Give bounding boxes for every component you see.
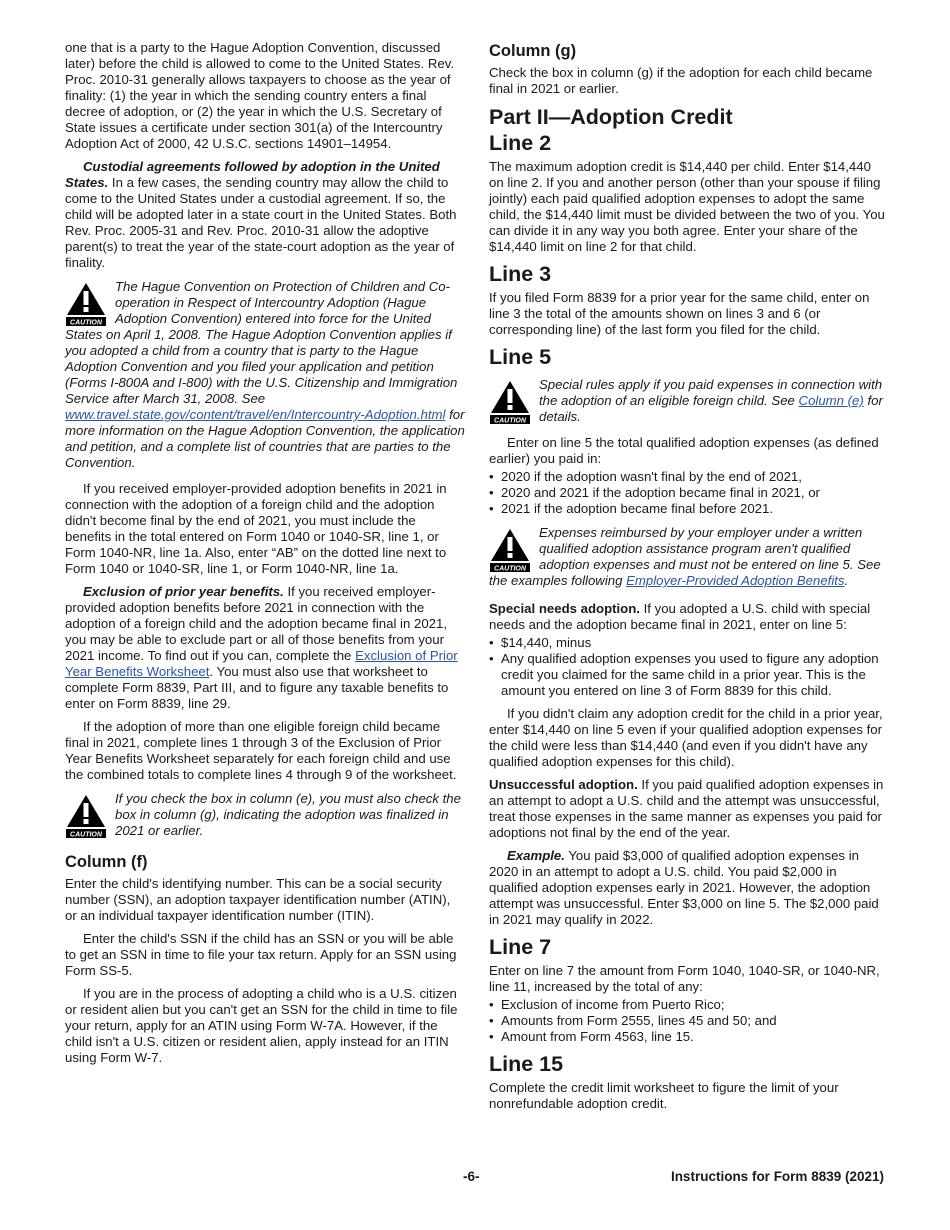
column-f-paragraph-2: Enter the child's SSN if the child has an SSN or you will be able to get an SSN in time to file your tax return. Apply for an SSN using Form SS-5. xyxy=(65,931,457,978)
right-column xyxy=(489,40,887,1119)
caution-icon xyxy=(489,527,531,573)
caution-icon xyxy=(65,281,107,327)
line-5-paragraph: Enter on line 5 the total qualified adoption expenses (as defined earlier) you paid in: xyxy=(489,435,879,466)
exclusion-tail: . You must also use that worksheet to complete Form 8839, Part III, and to figure any taxable benefits to enter on Form 8839, line 29. xyxy=(65,664,449,711)
caution-foreign-child-text: Special rules apply if you paid expenses in connection with the adoption of an eligible foreign child. See xyxy=(539,377,883,408)
list-item: • Any qualified adoption expenses you used to figure any adoption credit you claimed for the same child in a prior year. This is the amount you entered on line 3 of Form 8839 for this child. xyxy=(489,651,887,699)
column-e-link[interactable]: Column (e) xyxy=(798,393,864,408)
line-7-paragraph: Enter on line 7 the amount from Form 1040, 1040-SR, or 1040-NR, line 11, increased by the total of any: xyxy=(489,963,880,994)
list-item: • 2020 and 2021 if the adoption became final in 2021, or xyxy=(489,485,887,501)
line-7-heading: Line 7 xyxy=(489,935,552,959)
list-item: • Amounts from Form 2555, lines 45 and 50; and xyxy=(489,1013,887,1029)
paragraph-example xyxy=(489,848,887,928)
paragraph-unsuccessful xyxy=(489,777,887,841)
list-item: • $14,440, minus xyxy=(489,635,887,651)
caution-employer-text: Expenses reimbursed by your employer under a written qualified adoption assistance program aren't qualified adoption expenses and must not be entered on line 5. See the examples following xyxy=(489,525,881,588)
page-number: -6- xyxy=(463,1169,480,1184)
caution-hague xyxy=(65,279,465,471)
column-f-paragraph-1: Enter the child's identifying number. This can be a social security number (SSN), an adoption taxpayer identification number (ATIN), or an individual taxpayer identification number (ITIN). xyxy=(65,876,451,923)
caution-hague-tail: for more information on the Hague Adoption Convention, the application and petition, and a complete list of countries that are parties to the Convention. xyxy=(65,407,465,470)
left-column xyxy=(65,40,465,1073)
custodial-body: In a few cases, the sending country may allow the child to come to the United States under a custodial agreement. If so, the child will be adopted later in a state court in the United States. Both Rev. Proc. 2005-31 and Rev. Proc. 2010-31 allow the adoptive parent(s) to treat the year of the state-court adoption as the year of finality. xyxy=(65,175,457,270)
example-heading: Example. xyxy=(507,848,565,863)
exclusion-worksheet-link[interactable]: Exclusion of Prior Year Benefits Worksheet xyxy=(65,648,458,679)
caution-icon xyxy=(489,379,531,425)
line-5-list xyxy=(489,469,887,517)
svg-text:CAUTION: CAUTION xyxy=(70,831,102,839)
caution-employer-reimbursed xyxy=(489,525,887,589)
unsuccessful-body: If you paid qualified adoption expenses in an attempt to adopt a U.S. child and the attempt was unsuccessful, treat those expenses in the same manner as expenses you paid for adoptions not final by the end of the year. xyxy=(489,777,884,840)
footer-title: Instructions for Form 8839 (2021) xyxy=(670,1169,884,1184)
exclusion-body: If you received employer-provided adoption benefits before 2021 in connection with the adoption of a foreign child and the adoption became final in 2021, you may be able to exclude part or all of those benefits from your 2021 income. To find out if you can, complete the xyxy=(65,584,447,663)
list-item: • 2020 if the adoption wasn't final by the end of 2021, xyxy=(489,469,887,485)
paragraph-finality: one that is a party to the Hague Adoption Convention, discussed later) before the child is allowed to come to the United States. Rev. Proc. 2010-31 generally allows taxpayers to choose as the year of finality: (1) the year in which the sending country enters a final decree of adoption, or (2) the year in which the U.S. Secretary of State issues a certificate under section 301(a) of the Intercountry Adoption Act of 2000, 42 U.S.C. sections 14901–14954. xyxy=(65,40,454,151)
svg-text:CAUTION: CAUTION xyxy=(494,417,526,425)
special-needs-body: If you adopted a U.S. child with special needs and the adoption became final in 2021, enter on line 5: xyxy=(489,601,871,632)
line-3-paragraph: If you filed Form 8839 for a prior year for the same child, enter on line 3 the total of the amounts shown on lines 3 and 6 (or corresponding line) of the last form you filed for the child. xyxy=(489,290,870,337)
column-g-heading: Column (g) xyxy=(489,42,577,60)
caution-foreign-child-tail: for details. xyxy=(539,393,883,424)
caution-foreign-child xyxy=(489,377,887,425)
column-f-heading: Column (f) xyxy=(65,853,148,871)
example-body: You paid $3,000 of qualified adoption expenses in 2020 in an attempt to adopt a U.S. child. You paid $2,000 in qualified adoption expenses early in 2021. However, the adoption attempt was unsuccessful. Enter $3,000 on line 5. The $2,000 paid in 2021 may qualify in 2022. xyxy=(489,848,879,927)
line-5-heading: Line 5 xyxy=(489,345,552,369)
line-7-list xyxy=(489,997,887,1045)
caution-icon xyxy=(65,793,107,839)
employer-provided-benefits-link[interactable]: Employer-Provided Adoption Benefits xyxy=(626,573,845,588)
paragraph-exclusion xyxy=(65,584,465,712)
travel-state-gov-link[interactable]: www.travel.state.gov/content/travel/en/Intercountry-Adoption.html xyxy=(65,407,446,422)
caution-column-e-text: If you check the box in column (e), you must also check the box in column (g), indicating the adoption was finalized in 2021 or earlier. xyxy=(115,791,461,838)
paragraph-employer-benefits: If you received employer-provided adoption benefits in 2021 in connection with the adoption of a foreign child and the adoption didn't become final by the end of 2021, you must include the benefits in the total entered on Form 1040 or 1040-SR, line 1, or Form 1040-NR, line 1a. Also, enter “AB” on the dotted line next to Form 1040 or 1040-SR, line 1, or Form 1040-NR, line 1a. xyxy=(65,481,447,576)
paragraph-special-needs xyxy=(489,601,887,633)
list-item: • 2021 if the adoption became final before 2021. xyxy=(489,501,887,517)
list-item: • Amount from Form 4563, line 15. xyxy=(489,1029,887,1045)
line-2-heading: Line 2 xyxy=(489,131,552,155)
line-2-paragraph: The maximum adoption credit is $14,440 per child. Enter $14,440 on line 2. If you and another person (other than your spouse if filing jointly) each paid qualified adoption expenses to adopt the same child, the $14,440 limit must be divided between the two of you. You can divide it in any way you both agree. Enter your share of the $14,440 limit on line 2 for that child. xyxy=(489,159,885,254)
column-f-paragraph-3: If you are in the process of adopting a child who is a U.S. citizen or resident alien but you can't get an SSN for the child in time to file your return, apply for an ATIN using Form W-7A. However, if the child isn't a U.S. citizen or resident alien, apply instead for an ITIN using Form W-7. xyxy=(65,986,458,1065)
svg-text:CAUTION: CAUTION xyxy=(70,319,102,327)
exclusion-heading: Exclusion of prior year benefits. xyxy=(83,584,284,599)
line-3-heading: Line 3 xyxy=(489,262,552,286)
paragraph-multiple-children: If the adoption of more than one eligible foreign child became final in 2021, complete lines 1 through 3 of the Exclusion of Prior Year Benefits Worksheet separately for each foreign child and use the combined totals to complete lines 4 through 9 of the worksheet. xyxy=(65,719,457,782)
paragraph-custodial xyxy=(65,159,465,271)
column-g-paragraph: Check the box in column (g) if the adoption for each child became final in 2021 or earlier. xyxy=(489,65,873,96)
part-2-heading: Part II—Adoption Credit xyxy=(489,105,733,129)
unsuccessful-heading: Unsuccessful adoption. xyxy=(489,777,638,792)
paragraph-no-prior-credit: If you didn't claim any adoption credit for the child in a prior year, enter $14,440 on line 5 even if your qualified adoption expenses for the child were less than $14,440 (and even if you didn't have any qualified adoption expenses for this child). xyxy=(489,706,883,769)
caution-hague-text: The Hague Convention on Protection of Children and Co-operation in Respect of Intercountry Adoption (Hague Adoption Convention) entered into force for the United States on April 1, 2008. The Hague Adoption Convention applies if you adopted a child from a country that is party to the Hague Adoption Convention and you filed your application and petition (Forms I-800A and I-800) with the U.S. Citizenship and Immigration Service after March 31, 2008. See xyxy=(65,279,458,406)
special-needs-heading: Special needs adoption. xyxy=(489,601,640,616)
custodial-heading: Custodial agreements followed by adoption in the United States. xyxy=(65,159,440,190)
special-needs-list xyxy=(489,635,887,699)
caution-column-e xyxy=(65,791,465,839)
caution-employer-tail: . xyxy=(844,573,849,588)
line-15-heading: Line 15 xyxy=(489,1052,564,1076)
svg-text:CAUTION: CAUTION xyxy=(494,565,526,573)
list-item: • Exclusion of income from Puerto Rico; xyxy=(489,997,887,1013)
line-15-paragraph: Complete the credit limit worksheet to figure the limit of your nonrefundable adoption credit. xyxy=(489,1080,839,1111)
